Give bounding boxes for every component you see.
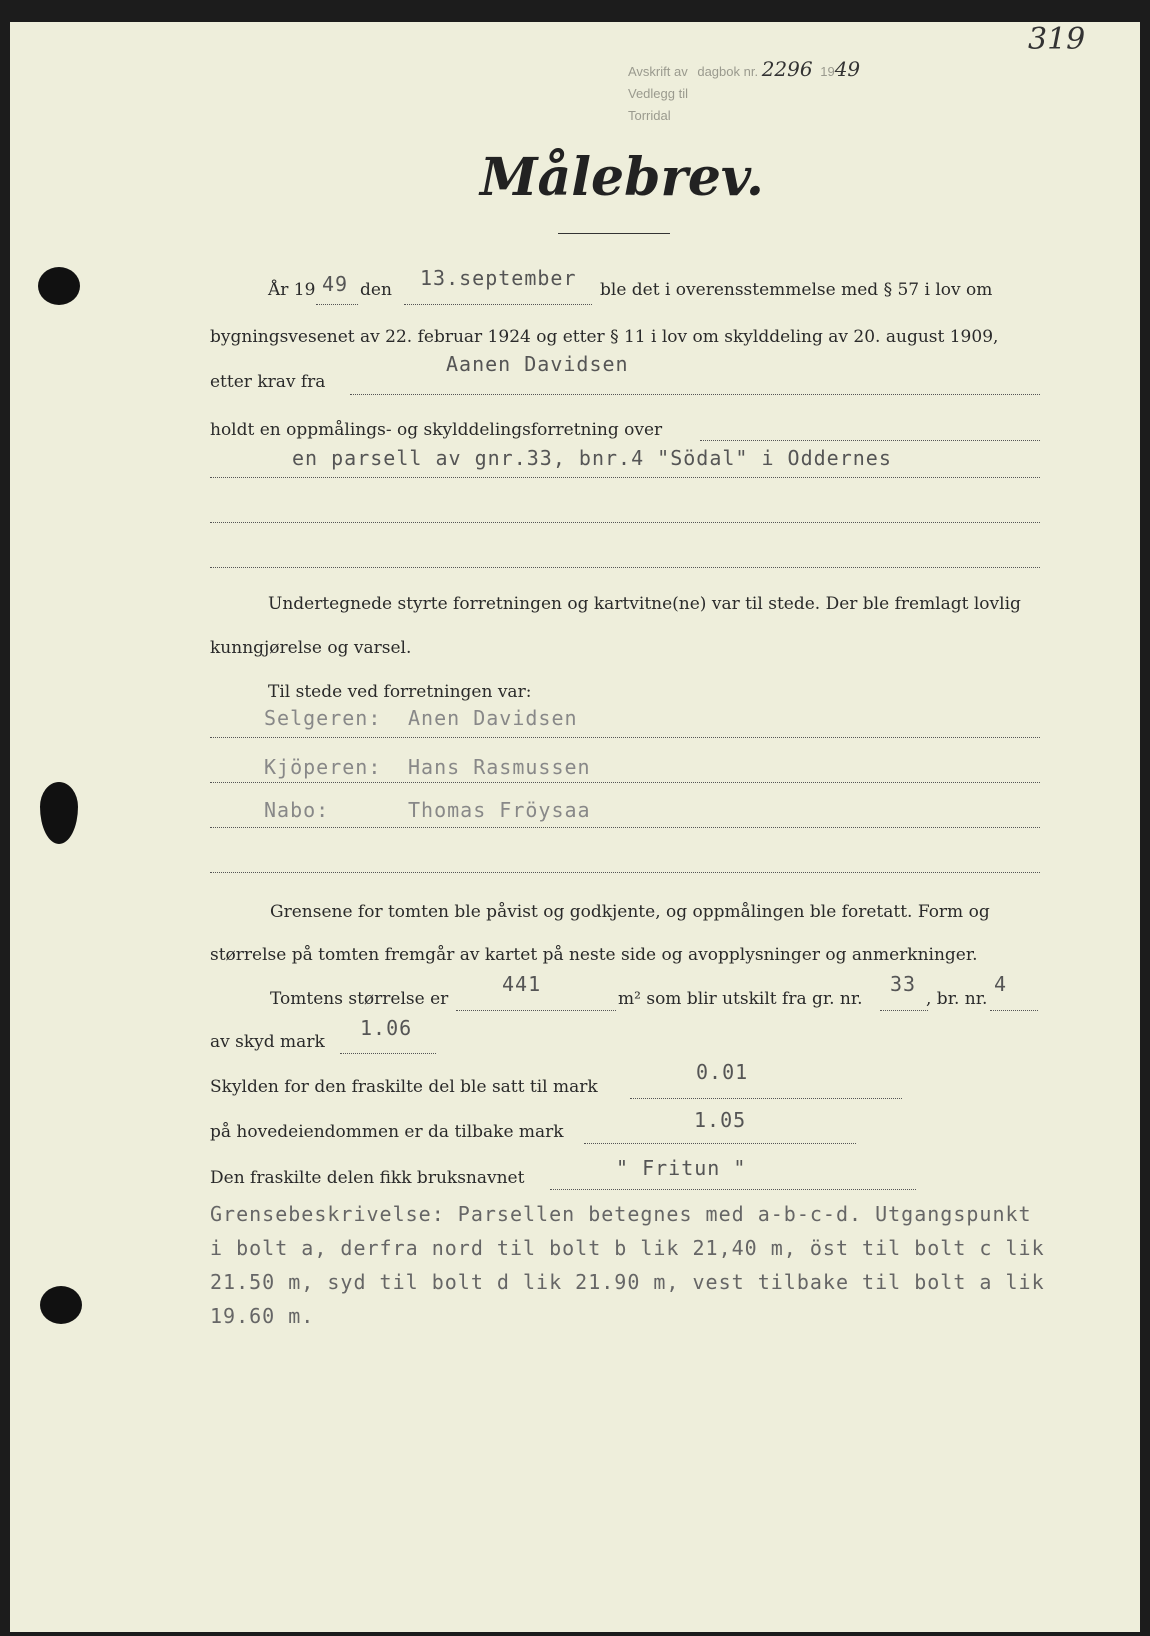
size-value: 441 — [502, 972, 542, 996]
description-line-4: 19.60 m. — [210, 1304, 315, 1328]
boundaries-text-2: størrelse på tomten fremgår av kartet på neste side og avopplysninger og anmerkninger. — [210, 945, 978, 965]
bruk-value: " Fritun " — [616, 1156, 747, 1180]
fraskilt-label: Skylden for den fraskilte del ble satt til mark — [210, 1077, 598, 1097]
punch-hole-bottom — [40, 1286, 82, 1324]
presence-text-1: Undertegnede styrte forretningen og kartvitne(ne) var til stede. Der ble fremlagt lovlig — [268, 594, 1021, 614]
stamp-line-1: Avskrift av — [628, 64, 688, 79]
description-line-1: Grensebeskrivelse: Parsellen betegnes med a-b-c-d. Utgangspunkt — [210, 1202, 1032, 1226]
intro-text-2: bygningsvesenet av 22. februar 1924 og etter § 11 i lov om skylddeling av 20. august 1909, — [210, 327, 999, 347]
br-label: , br. nr. — [926, 989, 988, 1009]
holdt-label: holdt en oppmålings- og skylddelingsforretning over — [210, 420, 663, 440]
punch-hole-top — [38, 267, 80, 305]
stamp-year: 49 — [834, 57, 861, 81]
present-line-3 — [210, 827, 1040, 828]
object-field-line — [210, 477, 1040, 478]
gr-field-line — [880, 1010, 928, 1011]
hoved-value: 1.05 — [694, 1108, 747, 1132]
present-name-neighbour: Thomas Fröysaa — [408, 798, 591, 822]
den-label: den — [360, 280, 392, 300]
skyld-field-line — [340, 1053, 436, 1054]
present-line-1 — [210, 737, 1040, 738]
description-line-3: 21.50 m, syd til bolt d lik 21.90 m, vest tilbake til bolt a lik — [210, 1270, 1045, 1294]
present-name-seller: Anen Davidsen — [408, 706, 578, 730]
present-line-2 — [210, 782, 1040, 783]
archive-stamp — [628, 58, 928, 127]
stamp-line-2: Vedlegg til — [628, 86, 688, 101]
hoved-label: på hovedeiendommen er da tilbake mark — [210, 1122, 564, 1142]
stamp-dagbok-number: 2296 — [761, 57, 813, 81]
document-title: Målebrev. — [480, 147, 765, 208]
present-role-buyer: Kjöperen: — [264, 755, 382, 779]
stamp-year-prefix: 19 — [820, 64, 835, 79]
size-field-line — [456, 1010, 616, 1011]
skyld-label: av skyd mark — [210, 1032, 325, 1052]
year-value: 49 — [322, 272, 349, 296]
stamp-dagbok-label: dagbok nr. — [697, 64, 759, 79]
bruk-label: Den fraskilte delen fikk bruksnavnet — [210, 1168, 525, 1188]
krav-label: etter krav fra — [210, 372, 326, 392]
intro-text-1: ble det i overensstemmelse med § 57 i lov om — [600, 280, 993, 300]
punch-hole-middle — [40, 782, 78, 844]
gr-number: 33 — [890, 972, 917, 996]
hoved-field-line — [584, 1143, 856, 1144]
present-role-seller: Selgeren: — [264, 706, 382, 730]
page-number: 319 — [1028, 22, 1086, 57]
holdt-field-line — [700, 440, 1040, 441]
date-field-line — [404, 304, 592, 305]
bruk-field-line — [550, 1189, 916, 1190]
br-number: 4 — [994, 972, 1008, 996]
title-divider — [558, 233, 670, 234]
description-line-2: i bolt a, derfra nord til bolt b lik 21,40 m, öst til bolt c lik — [210, 1236, 1045, 1260]
size-unit: m² som blir utskilt fra gr. nr. — [618, 989, 863, 1009]
object-value: en parsell av gnr.33, bnr.4 "Södal" i Oddernes — [292, 446, 892, 470]
boundaries-text-1: Grensene for tomten ble påvist og godkjente, og oppmålingen ble foretatt. Form og — [270, 902, 990, 922]
stamp-line-3: Torridal — [628, 108, 671, 123]
document-page — [10, 22, 1140, 1632]
year-label: År 19 — [268, 280, 316, 300]
fraskilt-value: 0.01 — [696, 1060, 749, 1084]
present-role-neighbour: Nabo: — [264, 798, 330, 822]
present-line-4 — [210, 872, 1040, 873]
size-label: Tomtens størrelse er — [270, 989, 449, 1009]
skyld-value: 1.06 — [360, 1016, 413, 1040]
date-value: 13.september — [420, 266, 577, 290]
presence-label: Til stede ved forretningen var: — [268, 682, 532, 702]
year-field-line — [316, 304, 358, 305]
krav-value: Aanen Davidsen — [446, 352, 629, 376]
br-field-line — [990, 1010, 1038, 1011]
fraskilt-field-line — [630, 1098, 902, 1099]
presence-text-2: kunngjørelse og varsel. — [210, 638, 412, 658]
blank-line-1 — [210, 522, 1040, 523]
blank-line-2 — [210, 567, 1040, 568]
present-name-buyer: Hans Rasmussen — [408, 755, 591, 779]
krav-field-line — [350, 394, 1040, 395]
